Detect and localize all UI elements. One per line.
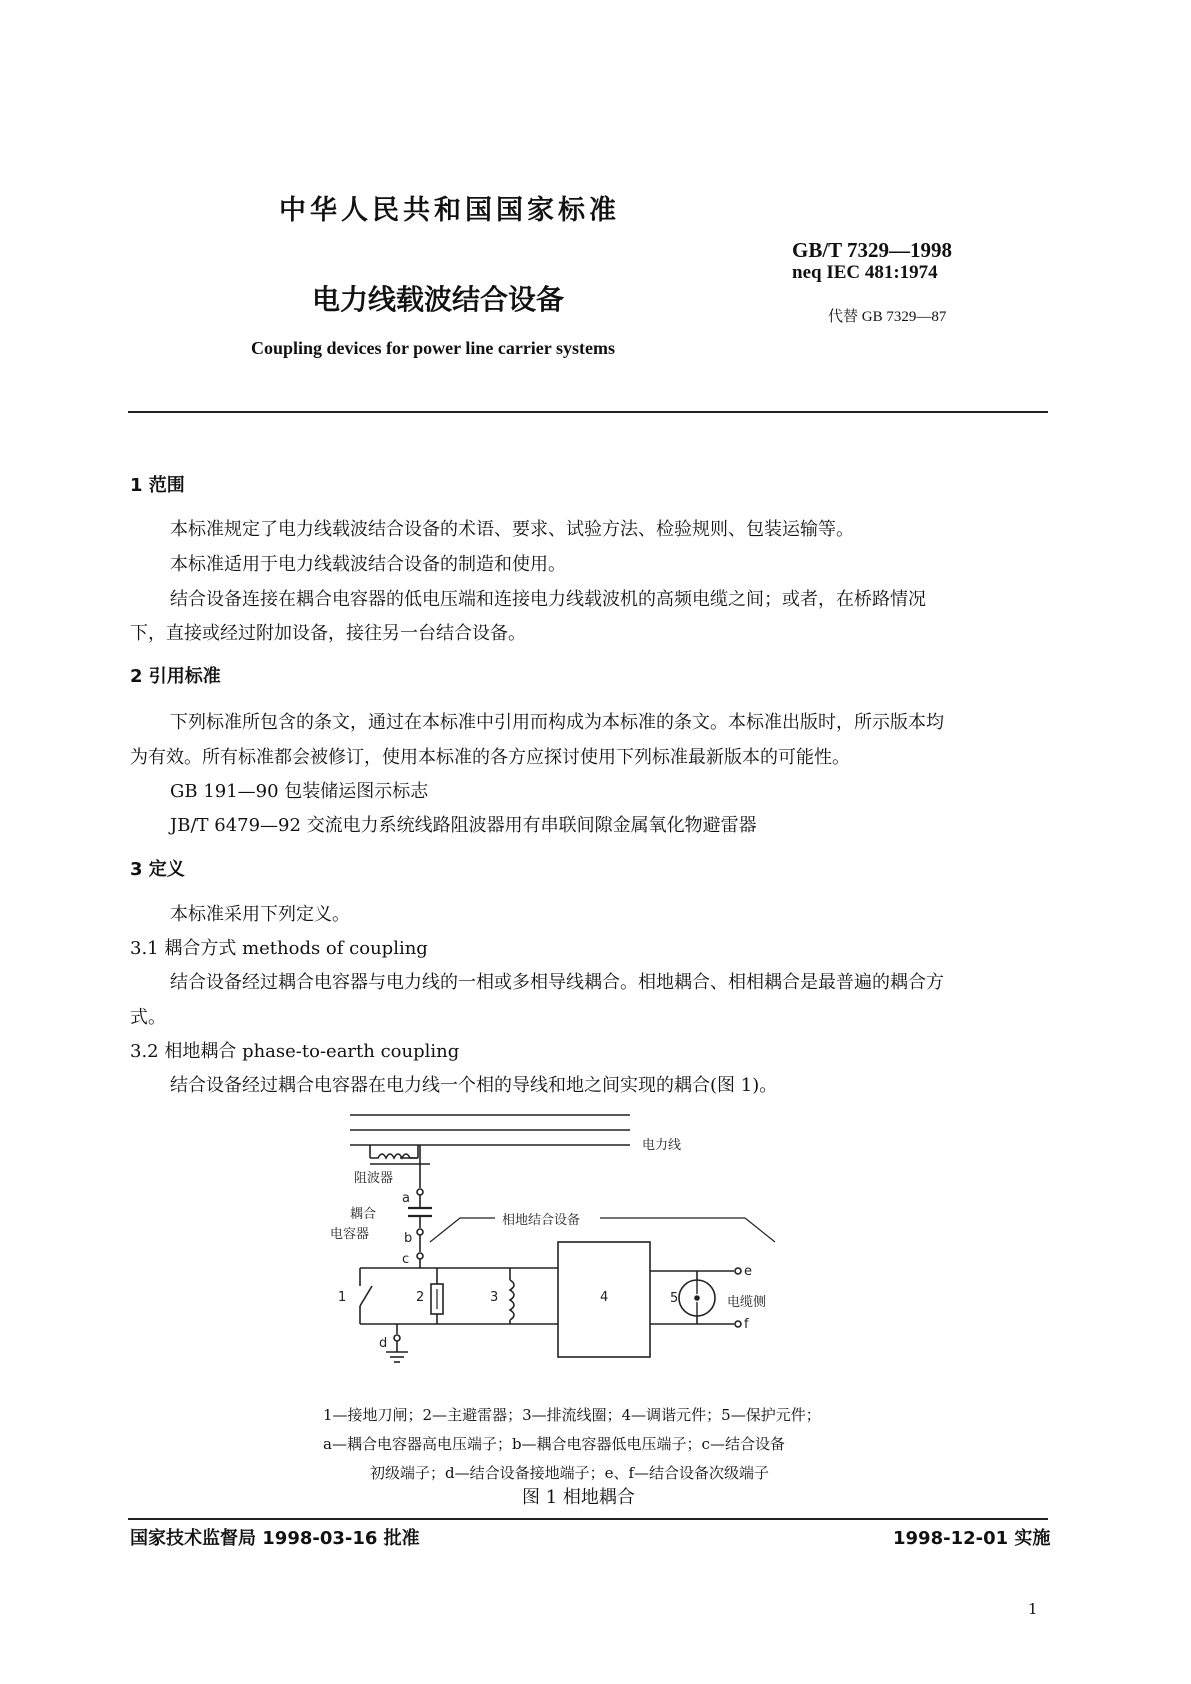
national-standard-title: 中华人民共和国国家标准: [279, 195, 620, 226]
cable-side-label: 电缆侧: [727, 1295, 767, 1310]
terminal-a: [417, 1189, 423, 1195]
pe-device-bracket: [430, 1218, 775, 1242]
terminal-d-label: d: [379, 1336, 388, 1351]
standard-number: GB/T 7329—1998: [792, 238, 953, 262]
power-line-label: 电力线: [642, 1138, 682, 1153]
element-1-label: 1: [338, 1290, 347, 1305]
section-1-paragraph: 下，直接或经过附加设备，接往另一台结合设备。: [130, 623, 526, 644]
definition-term: 3.1 耦合方式 methods of coupling: [130, 938, 428, 959]
document-title-cn: 电力线载波结合设备: [312, 283, 565, 316]
element-2-label: 2: [416, 1290, 425, 1305]
coupling-label: 耦合: [350, 1207, 377, 1222]
document-title-en: Coupling devices for power line carrier systems: [251, 338, 615, 358]
standard-replaces: 代替 GB 7329—87: [828, 309, 947, 325]
implementation-date: 1998-12-01 实施: [893, 1528, 1051, 1549]
standard-equivalence: neq IEC 481:1974: [792, 262, 938, 283]
section-1-heading: 1 范围: [130, 475, 185, 496]
terminal-b-label: b: [404, 1231, 413, 1246]
pe-device-label: 相地结合设备: [502, 1213, 581, 1228]
definition-text: 式。: [130, 1007, 166, 1028]
section-3-heading: 3 定义: [130, 859, 185, 880]
footer-divider: [128, 1518, 1048, 1520]
header-divider: [128, 411, 1048, 413]
section-1-paragraph: 本标准适用于电力线载波结合设备的制造和使用。: [170, 554, 566, 575]
reference-item: JB/T 6479—92 交流电力系统线路阻波器用有串联间隙金属氧化物避雷器: [170, 815, 757, 836]
figure-1-diagram: [330, 1108, 850, 1378]
element-5-label: 5: [670, 1291, 679, 1306]
earthing-switch-symbol: [360, 1286, 372, 1306]
drain-coil-symbol: [510, 1280, 514, 1320]
figure-caption: a—耦合电容器高电压端子；b—耦合电容器低电压端子；c—结合设备: [323, 1435, 785, 1453]
terminal-a-label: a: [402, 1191, 410, 1206]
wave-trap-label: 阻波器: [354, 1171, 394, 1186]
terminal-f-label: f: [744, 1317, 749, 1332]
section-2-heading: 2 引用标准: [130, 666, 221, 687]
figure-caption: 1—接地刀闸；2—主避雷器；3—排流线圈；4—调谐元件；5—保护元件；: [323, 1406, 821, 1424]
section-1-paragraph: 结合设备连接在耦合电容器的低电压端和连接电力线载波机的高频电缆之间；或者，在桥路情况: [170, 589, 926, 610]
terminal-f: [735, 1321, 741, 1327]
section-2-paragraph: 下列标准所包含的条文，通过在本标准中引用而构成为本标准的条文。本标准出版时，所示版本均: [170, 712, 944, 733]
terminal-c-label: c: [402, 1252, 410, 1267]
approval-date: 国家技术监督局 1998-03-16 批准: [130, 1528, 420, 1549]
definition-term: 3.2 相地耦合 phase-to-earth coupling: [130, 1041, 460, 1062]
capacitor-label: 电容器: [330, 1227, 370, 1242]
terminal-d: [394, 1335, 400, 1341]
figure-title: 图 1 相地耦合: [522, 1487, 635, 1508]
section-1-paragraph: 本标准规定了电力线载波结合设备的术语、要求、试验方法、检验规则、包装运输等。: [170, 519, 854, 540]
terminal-e-label: e: [744, 1264, 752, 1279]
terminal-b: [417, 1229, 423, 1235]
page-number: 1: [1028, 1600, 1038, 1618]
section-3-paragraph: 本标准采用下列定义。: [170, 904, 350, 925]
terminal-e: [735, 1268, 741, 1274]
element-4-label: 4: [600, 1290, 609, 1305]
element-3-label: 3: [490, 1290, 499, 1305]
definition-text: 结合设备经过耦合电容器在电力线一个相的导线和地之间实现的耦合(图 1)。: [170, 1075, 778, 1096]
figure-caption: 初级端子；d—结合设备接地端子；e、f—结合设备次级端子: [370, 1464, 770, 1482]
reference-item: GB 191—90 包装储运图示标志: [170, 781, 429, 802]
definition-text: 结合设备经过耦合电容器与电力线的一相或多相导线耦合。相地耦合、相相耦合是最普遍的耦合方: [170, 972, 944, 993]
section-2-paragraph: 为有效。所有标准都会被修订，使用本标准的各方应探讨使用下列标准最新版本的可能性。: [130, 747, 850, 768]
terminal-c: [417, 1253, 423, 1259]
